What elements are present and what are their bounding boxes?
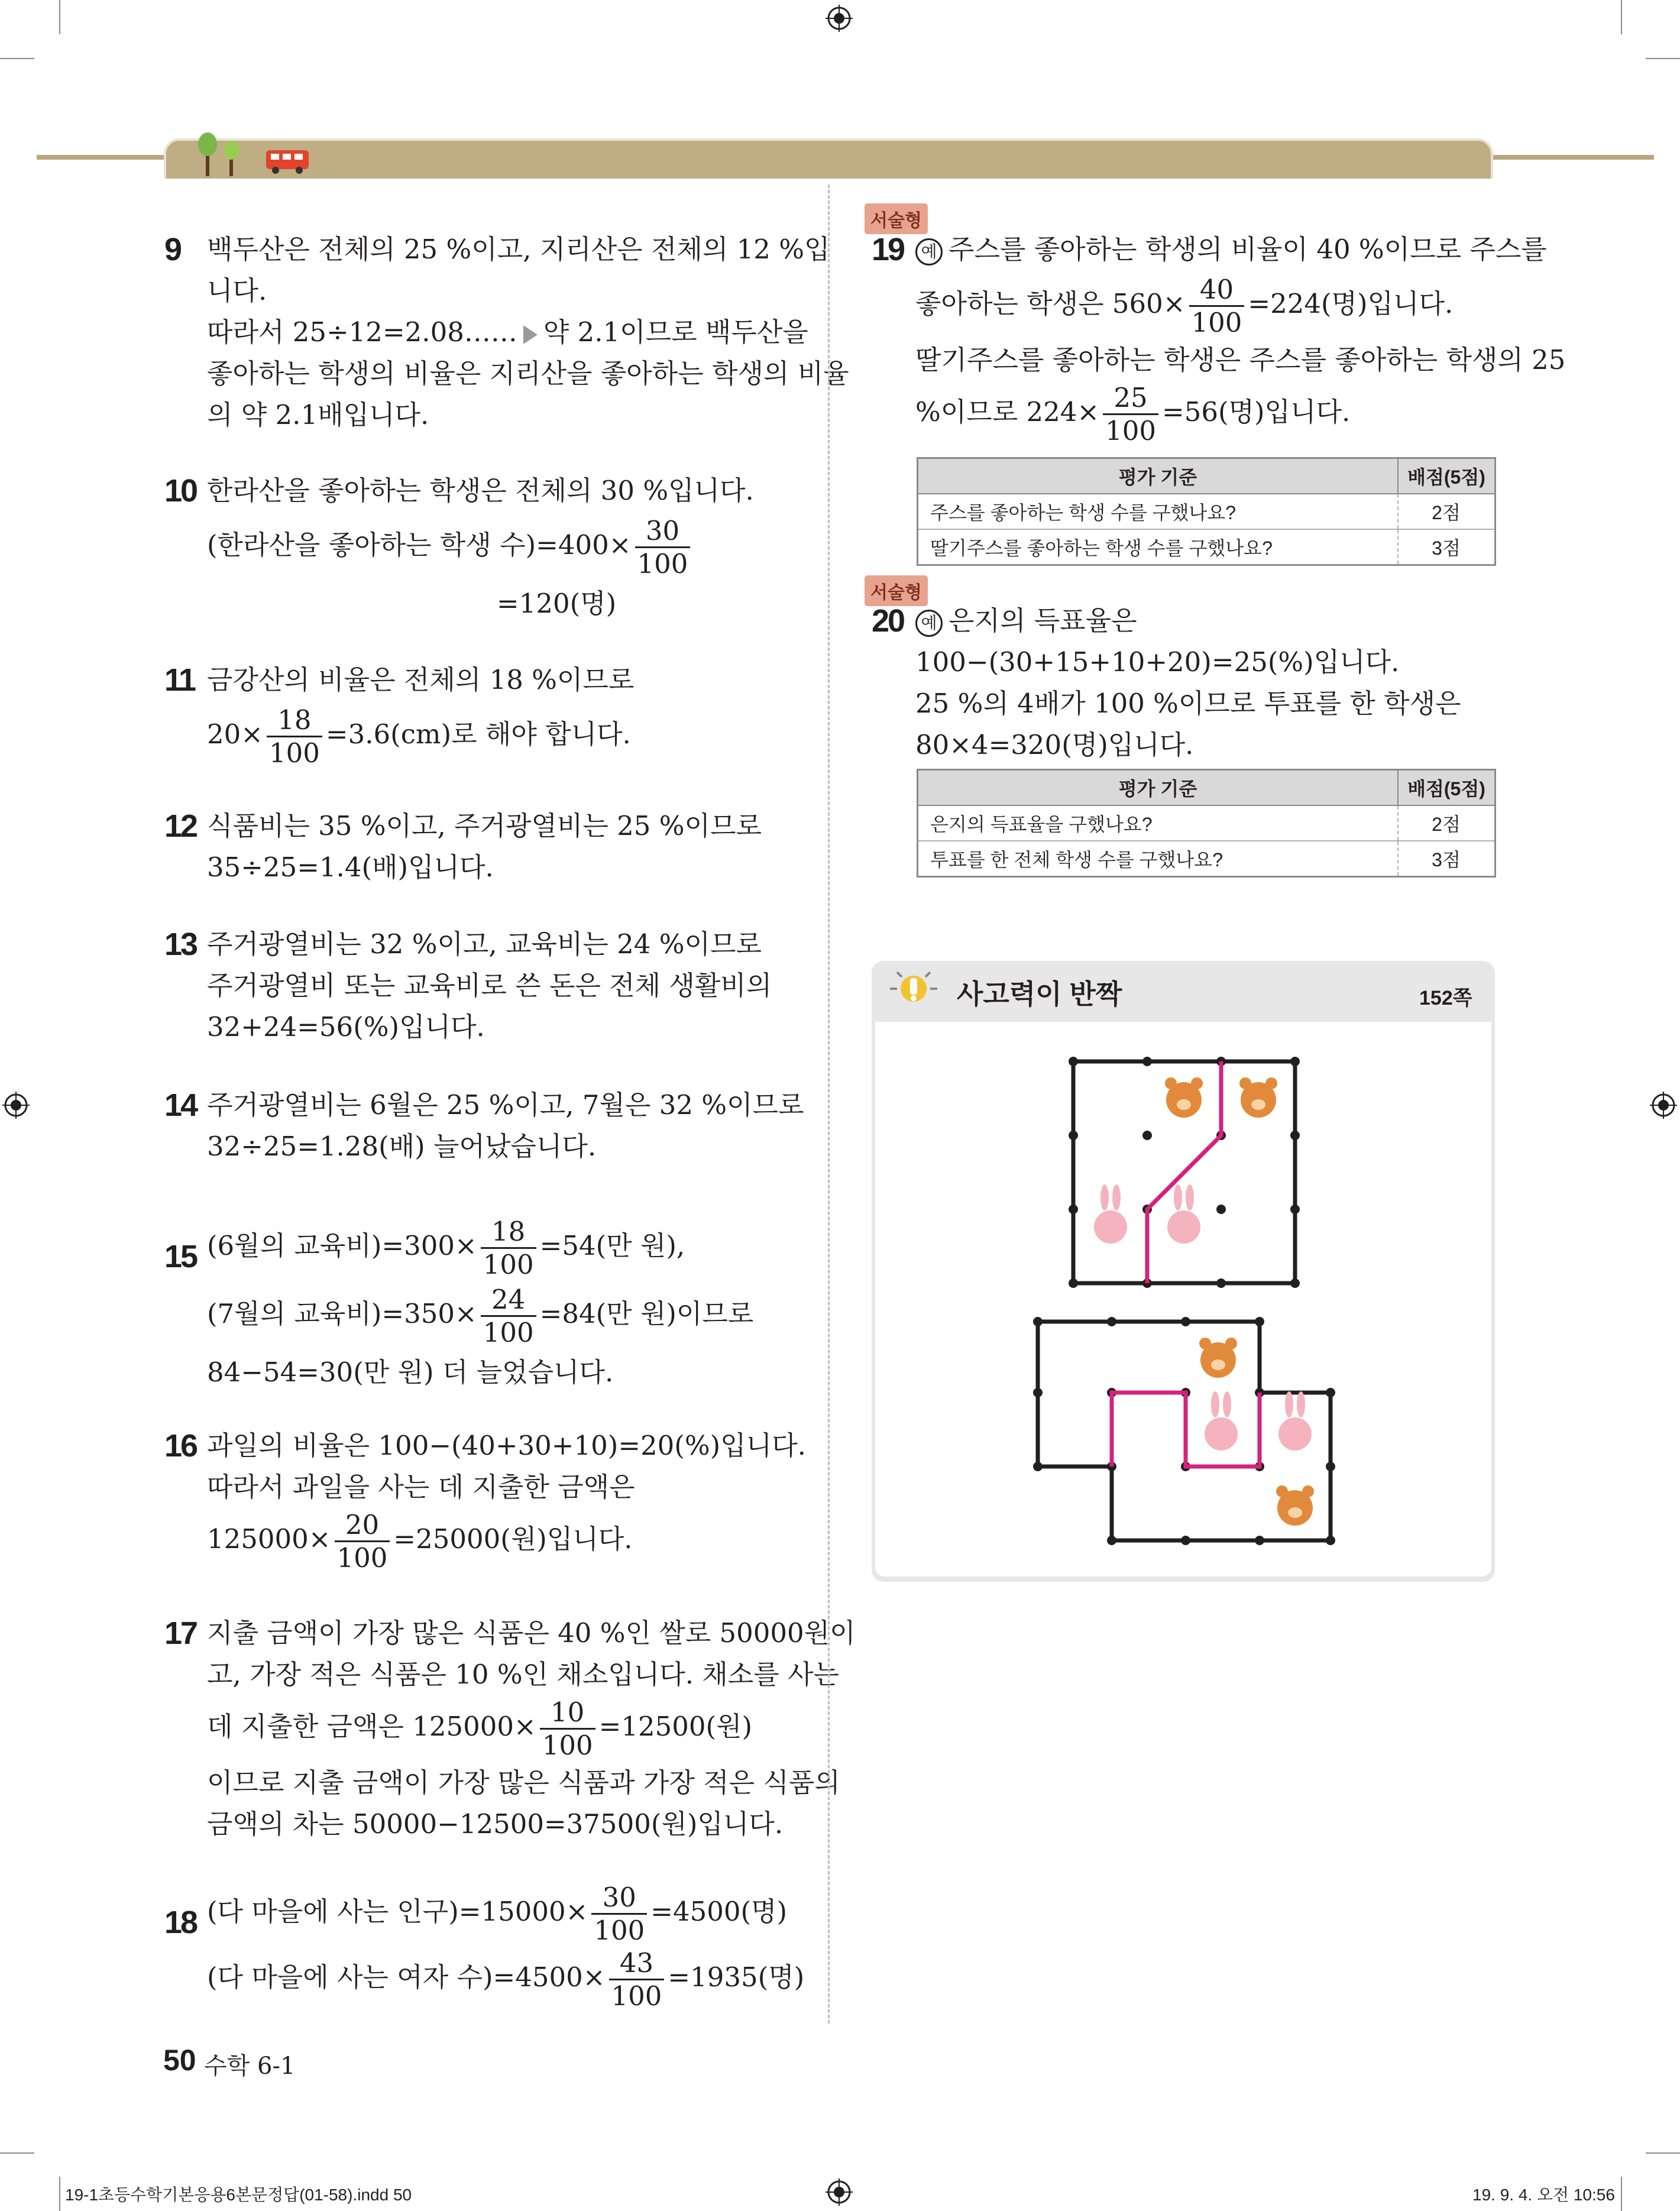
problem-number: 9	[164, 232, 181, 267]
answer-text: 25 %의 4배가 100 %이므로 투표를 한 학생은	[915, 688, 1461, 719]
table-header: 배점(5점)	[1398, 458, 1496, 494]
problem-number: 15	[164, 1239, 197, 1274]
essay-badge: 서술형	[865, 575, 928, 606]
bear-icon	[1165, 1077, 1203, 1118]
example-mark: 예	[915, 238, 943, 266]
answer-text: 식품비는 35 %이고, 주거광열비는 25 %이므로	[207, 810, 762, 841]
answer-text: 주거광열비는 6월은 25 %이고, 7월은 32 %이므로	[207, 1089, 804, 1121]
crop-mark	[1646, 2152, 1680, 2154]
scoring-table	[917, 769, 1496, 878]
registration-mark-icon	[1650, 1092, 1677, 1119]
crop-mark	[0, 2152, 34, 2154]
answer-text: 125000×	[207, 1523, 331, 1555]
rabbit-icon	[1094, 1184, 1127, 1244]
crop-mark	[0, 58, 34, 59]
answer-text: 좋아하는 학생은 560×	[915, 288, 1186, 319]
problem-16	[164, 1425, 806, 1574]
problem-18	[164, 1882, 805, 2012]
answer-text: 32÷25=1.28(배) 늘어났습니다.	[207, 1131, 597, 1162]
answer-text: 딸기주스를 좋아하는 학생은 주스를 좋아하는 학생의 25	[915, 344, 1566, 375]
answer-text: 지출 금액이 가장 많은 식품은 40 %인 쌀로 50000원이	[207, 1617, 856, 1649]
date-slug: 19. 9. 4. 오전 10:56	[1472, 2186, 1615, 2204]
problem-12	[164, 805, 803, 888]
fraction: $\frac{25}{100}$	[1103, 384, 1158, 444]
problem-number: 18	[164, 1905, 197, 1940]
tree-icon	[195, 131, 254, 179]
problem-19	[872, 229, 1566, 446]
answer-text: =56(명)입니다.	[1161, 396, 1351, 428]
essay-badge: 서술형	[865, 203, 928, 234]
answer-text: 주거광열비는 32 %이고, 교육비는 24 %이므로	[207, 928, 762, 960]
table-row: 딸기주스를 좋아하는 학생 수를 구했나요? 3점	[918, 529, 1496, 565]
answer-text: 좋아하는 학생의 비율은 지리산을 좋아하는 학생의 비율	[207, 358, 849, 389]
answer-text: (다 마을에 사는 여자 수)=4500×	[207, 1961, 606, 1993]
fraction: $\frac{30}{100}$	[591, 1884, 647, 1944]
answer-text: 의 약 2.1배입니다.	[207, 399, 429, 430]
problem-number: 14	[164, 1087, 197, 1123]
answer-text: %이므로 224×	[915, 396, 1100, 428]
answer-text: =12500(원)	[598, 1711, 753, 1742]
rabbit-icon	[1167, 1184, 1200, 1244]
rabbit-icon	[1205, 1391, 1238, 1451]
problem-17	[164, 1613, 856, 1845]
table-header: 평가 기준	[918, 458, 1399, 494]
problem-9	[164, 229, 849, 436]
problem-number: 17	[164, 1616, 197, 1651]
answer-text: 데 지출한 금액은 125000×	[207, 1711, 536, 1742]
answer-text: 32+24=56(%)입니다.	[207, 1011, 485, 1043]
page-number: 50	[163, 2044, 196, 2077]
registration-mark-icon	[2, 1092, 30, 1119]
answer-text: 은지의 득표율은	[949, 605, 1137, 636]
answer-text: (다 마을에 사는 인구)=15000×	[207, 1896, 588, 1927]
answer-text: =4500(명)	[650, 1896, 788, 1927]
bus-icon	[265, 147, 312, 176]
column-divider	[828, 184, 830, 2024]
answer-text: 니다.	[207, 275, 267, 306]
answer-text: =120(명)	[497, 588, 617, 619]
answer-text: 주스를 좋아하는 학생의 비율이 40 %이므로 주스를	[949, 234, 1547, 265]
bear-icon	[1276, 1485, 1314, 1526]
fraction: $\frac{24}{100}$	[481, 1286, 536, 1346]
answer-text: 금액의 차는 50000−12500=37500(원)입니다.	[207, 1808, 784, 1840]
problem-number: 11	[164, 662, 195, 698]
answer-text: =54(만 원),	[539, 1230, 685, 1261]
problem-number: 13	[164, 927, 197, 962]
arrow-right-icon	[523, 325, 538, 344]
crop-mark	[1646, 58, 1680, 59]
puzzle-diagram	[1023, 1307, 1342, 1549]
answer-text: 이므로 지출 금액이 가장 많은 식품과 가장 적은 식품의	[207, 1767, 840, 1798]
crop-mark	[1621, 2177, 1622, 2211]
registration-mark-icon	[826, 2178, 853, 2206]
answer-text: 100−(30+15+10+20)=25(%)입니다.	[915, 646, 1400, 678]
problem-number: 19	[872, 232, 904, 267]
problem-number: 10	[164, 473, 197, 509]
answer-text: =84(만 원)이므로	[539, 1298, 754, 1329]
table-header: 배점(5점)	[1398, 770, 1496, 806]
answer-text: =1935(명)	[668, 1961, 805, 1993]
answer-text: =3.6(cm)로 해야 합니다.	[325, 718, 631, 750]
answer-text: (한라산을 좋아하는 학생 수)=400×	[207, 529, 632, 561]
answer-text: (6월의 교육비)=300×	[207, 1230, 477, 1261]
fraction: $\frac{18}{100}$	[481, 1218, 536, 1278]
answer-text: 백두산은 전체의 25 %이고, 지리산은 전체의 12 %입	[207, 234, 830, 265]
fraction: $\frac{10}{100}$	[540, 1699, 595, 1759]
answer-text: 금강산의 비율은 전체의 18 %이므로	[207, 664, 635, 695]
answer-text: 20×	[207, 718, 263, 750]
answer-text: =25000(원)입니다.	[393, 1523, 633, 1555]
thinking-box-title: 사고력이 반짝	[957, 979, 1122, 1009]
problem-number: 20	[872, 603, 904, 639]
fraction: $\frac{40}{100}$	[1189, 276, 1245, 336]
fraction: $\frac{18}{100}$	[267, 707, 322, 766]
answer-text: 따라서 과일을 사는 데 지출한 금액은	[207, 1471, 635, 1503]
problem-10	[164, 470, 803, 624]
rabbit-icon	[1278, 1391, 1312, 1451]
thinking-box-page: 152쪽	[1419, 987, 1472, 1009]
problem-13	[164, 924, 803, 1048]
answer-text: 과일의 비율은 100−(40+30+10)=20(%)입니다.	[207, 1430, 806, 1461]
bear-icon	[1239, 1077, 1277, 1118]
problem-20	[872, 600, 1510, 766]
problem-number: 16	[164, 1428, 197, 1464]
subject-label: 수학 6-1	[204, 2053, 296, 2080]
answer-text: 한라산을 좋아하는 학생은 전체의 30 %입니다.	[207, 475, 754, 506]
registration-mark-icon	[826, 5, 853, 32]
problem-15	[164, 1218, 803, 1393]
bear-icon	[1199, 1338, 1237, 1378]
fraction: $\frac{43}{100}$	[609, 1950, 665, 2009]
table-header: 평가 기준	[918, 770, 1399, 806]
header-tab	[164, 138, 1493, 179]
answer-text: 따라서 25÷12=2.08……	[207, 316, 517, 348]
crop-mark	[1621, 0, 1622, 34]
answer-text: 35÷25=1.4(배)입니다.	[207, 852, 494, 883]
answer-text: 고, 가장 적은 식품은 10 %인 채소입니다. 채소를 사는	[207, 1659, 839, 1690]
fraction: $\frac{30}{100}$	[635, 517, 691, 577]
fraction: $\frac{20}{100}$	[335, 1511, 390, 1571]
file-slug: 19-1초등수학기본응용6본문정답(01-58).indd 50	[65, 2186, 412, 2204]
crop-mark	[59, 0, 60, 34]
lightbulb-icon	[884, 964, 943, 1017]
puzzle-diagram	[1059, 1047, 1313, 1295]
answer-text: 주거광열비 또는 교육비로 쓴 돈은 전체 생활비의	[207, 970, 772, 1001]
problem-14	[164, 1085, 803, 1167]
answer-text: 84−54=30(만 원) 더 늘었습니다.	[207, 1357, 614, 1388]
table-row: 은지의 득표율을 구했나요? 2점	[918, 805, 1496, 841]
answer-text: =224(명)입니다.	[1248, 288, 1454, 319]
answer-text: (7월의 교육비)=350×	[207, 1298, 477, 1329]
example-mark: 예	[915, 610, 943, 637]
scoring-table	[917, 457, 1496, 566]
answer-text: 약 2.1이므로 백두산을	[543, 316, 808, 348]
answer-text: 80×4=320(명)입니다.	[915, 729, 1194, 760]
problem-number: 12	[164, 808, 197, 844]
table-row: 주스를 좋아하는 학생 수를 구했나요? 2점	[918, 494, 1496, 529]
problem-11	[164, 659, 803, 769]
crop-mark	[59, 2177, 60, 2211]
table-row: 투표를 한 전체 학생 수를 구했나요? 3점	[918, 841, 1496, 877]
